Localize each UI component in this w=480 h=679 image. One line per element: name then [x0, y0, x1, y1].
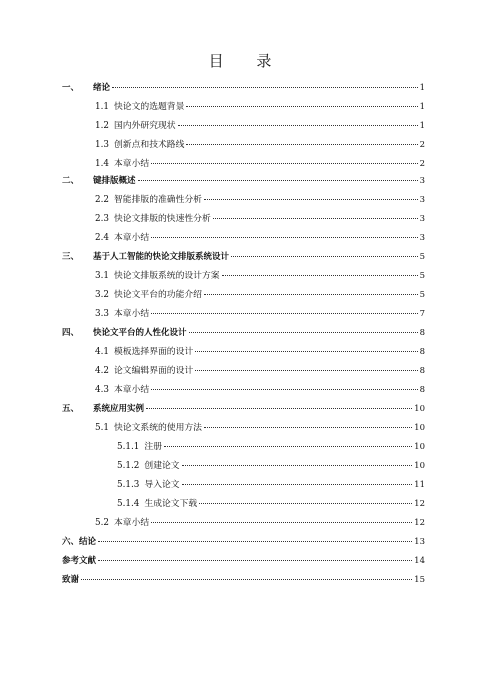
- toc-entry-page: 2: [419, 140, 425, 150]
- dot-leader: [151, 389, 417, 390]
- dot-leader: [186, 106, 417, 107]
- toc-entry-number: 1.3: [95, 140, 109, 150]
- toc-entry-number: 2.4: [95, 233, 109, 243]
- toc-entry-number: 二、: [62, 176, 80, 186]
- toc-entry-page: 3: [419, 214, 425, 224]
- toc-entry-label: 键排版概述: [93, 176, 136, 186]
- toc-entry-page: 7: [419, 309, 425, 319]
- toc-entry-page: 12: [414, 499, 425, 509]
- toc-entry-label: 本章小结: [114, 233, 150, 243]
- dot-leader: [138, 180, 418, 181]
- dot-leader: [164, 446, 412, 447]
- toc-entry-page: 3: [419, 176, 425, 186]
- toc-entry-page: 8: [419, 385, 425, 395]
- toc-entry[interactable]: [0, 81, 425, 95]
- toc-entry-page: 11: [414, 480, 425, 490]
- dot-leader: [195, 370, 417, 371]
- toc-entry-label: 快论文排版的快速性分析: [114, 214, 211, 224]
- toc-entry[interactable]: [0, 478, 425, 492]
- toc-entry-label: 本章小结: [114, 518, 150, 528]
- toc-entry[interactable]: [0, 174, 425, 188]
- toc-entry-page: 3: [419, 233, 425, 243]
- dot-leader: [186, 144, 417, 145]
- toc-entry-number: 4.1: [95, 347, 109, 357]
- toc-entry-label: 模板选择界面的设计: [114, 347, 194, 357]
- toc-entry-label: 快论文的选题背景: [114, 102, 185, 112]
- toc-entry-label: 本章小结: [114, 309, 150, 319]
- toc-entry-label: 致谢: [62, 575, 80, 585]
- toc-entry-label: 基于人工智能的快论文排版系统设计: [93, 252, 230, 262]
- toc-entry[interactable]: [0, 288, 425, 302]
- dot-leader: [189, 332, 418, 333]
- toc-entry-number: 5.1.1: [117, 442, 140, 452]
- toc-entry[interactable]: [0, 193, 425, 207]
- toc-entry[interactable]: [0, 554, 425, 568]
- toc-entry-page: 5: [419, 252, 425, 262]
- toc-entry[interactable]: [0, 459, 425, 473]
- dot-leader: [81, 579, 412, 580]
- toc-entry-label: 快论文系统的使用方法: [114, 423, 202, 433]
- toc-entry-label: 快论文平台的人性化设计: [93, 328, 187, 338]
- toc-entry[interactable]: [0, 535, 425, 549]
- dot-leader: [204, 294, 418, 295]
- toc-entry-number: 5.1.3: [117, 480, 140, 490]
- toc-entry-label: 国内外研究现状: [114, 121, 176, 131]
- dot-leader: [182, 484, 413, 485]
- toc-entry-number: 1.4: [95, 159, 109, 169]
- toc-entry[interactable]: [0, 231, 425, 245]
- toc-entry-page: 15: [414, 575, 425, 585]
- dot-leader: [146, 408, 412, 409]
- toc-entry-number: 2.2: [95, 195, 109, 205]
- toc-entry-number: 3.3: [95, 309, 109, 319]
- dot-leader: [98, 560, 412, 561]
- toc-entry-page: 1: [419, 102, 425, 112]
- toc-entry[interactable]: [0, 440, 425, 454]
- toc-entry-label: 参考文献: [62, 556, 97, 566]
- toc-entry-number: 5.1.4: [117, 499, 140, 509]
- toc-entry-page: 12: [414, 518, 425, 528]
- toc-entry-label: 本章小结: [114, 159, 150, 169]
- toc-entry-number: 2.3: [95, 214, 109, 224]
- toc-entry-number: 3.1: [95, 271, 109, 281]
- toc-entry-label: 快论文排版系统的设计方案: [114, 271, 220, 281]
- toc-entry-label: 绪论: [93, 83, 111, 93]
- toc-entry[interactable]: [0, 269, 425, 283]
- toc-entry-number: 3.2: [95, 290, 109, 300]
- toc-entry-number: 四、: [62, 328, 80, 338]
- toc-entry-page: 8: [419, 366, 425, 376]
- dot-leader: [182, 465, 413, 466]
- dot-leader: [151, 163, 417, 164]
- toc-entry[interactable]: [0, 421, 425, 435]
- toc-entry-page: 1: [419, 121, 425, 131]
- toc-entry-label: 智能排版的准确性分析: [114, 195, 202, 205]
- toc-entry-number: 一、: [62, 83, 80, 93]
- toc-entry-number: 5.2: [95, 518, 109, 528]
- toc-entry-label: 快论文平台的功能介绍: [114, 290, 202, 300]
- toc-entry[interactable]: [0, 573, 425, 587]
- dot-leader: [151, 313, 417, 314]
- dot-leader: [222, 275, 418, 276]
- toc-entry-number: 三、: [62, 252, 80, 262]
- toc-entry[interactable]: [0, 326, 425, 340]
- toc-entry-number: 4.3: [95, 385, 109, 395]
- toc-entry[interactable]: [0, 157, 425, 171]
- toc-entry[interactable]: [0, 364, 425, 378]
- toc-entry-page: 8: [419, 347, 425, 357]
- dot-leader: [231, 256, 418, 257]
- toc-entry-page: 5: [419, 290, 425, 300]
- toc-entry-label: 论文编辑界面的设计: [114, 366, 194, 376]
- dot-leader: [195, 351, 417, 352]
- toc-entry[interactable]: [0, 383, 425, 397]
- toc-entry-label: 六、结论: [62, 537, 97, 547]
- dot-leader: [178, 125, 418, 126]
- toc-entry-label: 生成论文下载: [144, 499, 198, 509]
- dot-leader: [204, 199, 418, 200]
- toc-entry-page: 1: [419, 83, 425, 93]
- toc-entry-number: 5.1.2: [117, 461, 140, 471]
- toc-entry-number: 5.1: [95, 423, 109, 433]
- dot-leader: [151, 522, 412, 523]
- toc-entry-label: 系统应用实例: [93, 404, 145, 414]
- dot-leader: [199, 503, 412, 504]
- toc-title: 目 录: [208, 52, 286, 70]
- toc-entry[interactable]: [0, 497, 425, 511]
- toc-entry-page: 13: [414, 537, 425, 547]
- toc-entry-page: 10: [414, 461, 425, 471]
- toc-entry-page: 10: [414, 442, 425, 452]
- dot-leader: [98, 541, 412, 542]
- toc-entry-label: 本章小结: [114, 385, 150, 395]
- toc-entry-page: 5: [419, 271, 425, 281]
- dot-leader: [151, 237, 417, 238]
- toc-entry-label: 创新点和技术路线: [114, 140, 185, 150]
- toc-entry-number: 1.1: [95, 102, 109, 112]
- toc-entry-page: 10: [414, 404, 425, 414]
- toc-entry[interactable]: [0, 138, 425, 152]
- toc-entry-number: 五、: [62, 404, 80, 414]
- dot-leader: [204, 427, 412, 428]
- toc-entry-label: 注册: [144, 442, 162, 452]
- toc-entry-label: 导入论文: [144, 480, 180, 490]
- toc-entry[interactable]: [0, 250, 425, 264]
- toc-entry-page: 10: [414, 423, 425, 433]
- toc-entry-number: 1.2: [95, 121, 109, 131]
- toc-entry-page: 8: [419, 328, 425, 338]
- toc-entry-page: 2: [419, 159, 425, 169]
- toc-entry[interactable]: [0, 516, 425, 530]
- toc-entry[interactable]: [0, 119, 425, 133]
- toc-entry-label: 创建论文: [144, 461, 180, 471]
- dot-leader: [213, 218, 418, 219]
- toc-entry-page: 3: [419, 195, 425, 205]
- toc-entry-number: 4.2: [95, 366, 109, 376]
- dot-leader: [112, 87, 418, 88]
- toc-entry[interactable]: [0, 100, 425, 114]
- toc-entry[interactable]: [0, 212, 425, 226]
- toc-entry[interactable]: [0, 402, 425, 416]
- toc-entry[interactable]: [0, 345, 425, 359]
- toc-entry[interactable]: [0, 307, 425, 321]
- toc-entry-page: 14: [414, 556, 425, 566]
